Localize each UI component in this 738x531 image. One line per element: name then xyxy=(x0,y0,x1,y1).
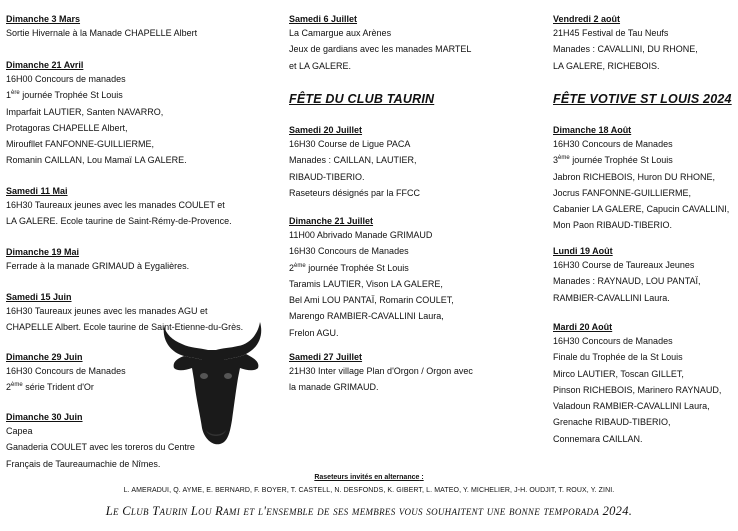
event-line: Bel Ami LOU PANTAÏ, Romarin COULET, xyxy=(289,295,454,306)
event-line: Jocrus FANFONNE-GUILLIERME, xyxy=(553,187,692,198)
event-date: Dimanche 21 Avril xyxy=(6,60,84,70)
footer-names: L. AMERADUI, Q. AYME, E. BERNARD, F. BOYER, T. CASTELL, N. DESFONDS, K. GIBERT, L. MATEO, Y. MICHELIER, J-H. OUDJIT, T. ROUX, Y. ZINI. xyxy=(123,487,615,494)
event-line: Valadoun RAMBIER-CAVALLINI Laura, xyxy=(553,401,710,412)
event-date: Dimanche 21 Juillet xyxy=(289,216,374,226)
event-line: RAMBIER-CAVALLINI Laura. xyxy=(553,292,670,303)
event-line: Cabanier LA GALERE, Capucin CAVALLINI, xyxy=(553,204,730,215)
event-line: Connemara CAILLAN. xyxy=(553,433,643,444)
event-date: Mardi 20 Août xyxy=(553,322,613,332)
event-block xyxy=(6,185,274,230)
event-line: Ganaderia COULET avec les toreros du Centre xyxy=(6,442,195,453)
event-line: Frelon AGU. xyxy=(289,327,339,338)
event-line: Raseteurs désignés par la FFCC xyxy=(289,187,421,198)
event-line: Ferrade à la manade GRIMAUD à Eygalières. xyxy=(6,261,190,271)
event-line: Mirco LAUTIER, Toscan GILLET, xyxy=(553,368,684,379)
event-line: Sortie Hivernale à la Manade CHAPELLE Albert xyxy=(6,28,198,38)
event-date: Dimanche 19 Mai xyxy=(6,247,80,257)
event-date: Samedi 20 Juillet xyxy=(289,125,363,135)
event-line: 3ème journée Trophée St Louis xyxy=(553,155,673,166)
event-block xyxy=(553,124,735,234)
event-line: Protagoras CHAPELLE Albert, xyxy=(6,122,128,133)
event-block xyxy=(289,13,519,74)
event-line: Pinson RICHEBOIS, Marinero RAYNAUD, xyxy=(553,384,722,395)
section-title-fete-votive: FÊTE VOTIVE ST LOUIS 2024 xyxy=(553,92,732,106)
event-line: Romanin CAILLAN, Lou Mamaï LA GALERE. xyxy=(6,155,187,166)
event-line: la manade GRIMAUD. xyxy=(289,382,379,393)
event-block xyxy=(289,351,519,396)
event-block xyxy=(6,59,274,169)
event-line: Jabron RICHEBOIS, Huron DU RHONE, xyxy=(553,171,716,182)
event-date: Dimanche 30 Juin xyxy=(6,412,83,422)
event-date: Lundi 19 Août xyxy=(553,246,613,256)
event-date: Samedi 11 Mai xyxy=(6,186,68,196)
event-line: Mon Paon RIBAUD-TIBERIO. xyxy=(553,220,673,231)
event-line: 16H30 Concours de Manades xyxy=(289,246,409,257)
event-line: Finale du Trophée de la St Louis xyxy=(553,352,683,363)
event-block xyxy=(553,321,735,447)
footer-message: Le Club Taurin Lou Rami et l'ensemble de ses membres vous souhaitent une bonne temporada 2024. xyxy=(105,504,633,518)
event-block xyxy=(289,124,519,201)
event-line: 2ème journée Trophée St Louis xyxy=(289,262,409,273)
event-line: Capea xyxy=(6,426,33,436)
event-block xyxy=(553,245,735,306)
event-line: 1ère journée Trophée St Louis xyxy=(6,90,123,101)
footer-title: Raseteurs invités en alternance : xyxy=(314,474,424,481)
event-line: Jeux de gardians avec les manades MARTEL xyxy=(289,44,472,55)
event-date: Samedi 27 Juillet xyxy=(289,352,363,362)
event-line: Grenache RIBAUD-TIBERIO, xyxy=(553,417,671,428)
event-line: 16H30 Concours de Manades xyxy=(553,336,673,346)
event-date: Dimanche 29 Juin xyxy=(6,352,83,362)
event-line: Taramis LAUTIER, Vison LA GALERE, xyxy=(289,278,443,289)
event-line: 21H30 Inter village Plan d'Orgon / Orgon avec xyxy=(289,366,473,376)
event-line: RIBAUD-TIBERIO. xyxy=(289,171,365,182)
event-date: Samedi 15 Juin xyxy=(6,292,72,302)
event-line: 21H45 Festival de Tau Neufs xyxy=(553,28,669,38)
event-line: Français de Taureaumachie de Nîmes. xyxy=(6,458,161,469)
bull-head-icon xyxy=(160,318,268,450)
event-line: 16H30 Course de Ligue PACA xyxy=(289,139,411,149)
event-line: Manades : CAILLAN, LAUTIER, xyxy=(289,155,417,166)
event-block xyxy=(6,13,274,41)
event-block xyxy=(289,215,519,341)
event-line: Manades : CAVALLINI, DU RHONE, xyxy=(553,44,698,55)
event-line: 16H30 Concours de Manades xyxy=(6,366,126,376)
event-line: Marengo RAMBIER-CAVALLINI Laura, xyxy=(289,311,444,322)
event-line: LA GALERE, RICHEBOIS. xyxy=(553,60,660,71)
event-line: LA GALERE. Ecole taurine de Saint-Rémy-de-Provence. xyxy=(6,216,232,227)
event-line: Miroufllet FANFONNE-GUILLIERME, xyxy=(6,139,155,150)
event-line: 11H00 Abrivado Manade GRIMAUD xyxy=(289,230,433,240)
event-block xyxy=(553,13,735,74)
section-title-fete-club: FÊTE DU CLUB TAURIN xyxy=(289,92,435,106)
event-block xyxy=(6,246,274,274)
event-date: Samedi 6 Juillet xyxy=(289,14,358,24)
event-line: Manades : RAYNAUD, LOU PANTAÏ, xyxy=(553,276,701,287)
event-date: Vendredi 2 août xyxy=(553,14,621,24)
event-line: Imparfait LAUTIER, Santen NAVARRO, xyxy=(6,106,164,117)
event-date: Dimanche 3 Mars xyxy=(6,14,81,24)
event-line: 16H30 Taureaux jeunes avec les manades AGU et xyxy=(6,306,208,316)
event-line: et LA GALERE. xyxy=(289,60,352,71)
event-line: CHAPELLE Albert. Ecole taurine de Saint-Etienne-du-Grès. xyxy=(6,322,244,333)
event-line: 16H30 Course de Taureaux Jeunes xyxy=(553,260,695,270)
event-line: 2ème série Trident d'Or xyxy=(6,382,94,393)
event-date: Dimanche 18 Août xyxy=(553,125,632,135)
event-line: 16H30 Concours de Manades xyxy=(553,139,673,149)
event-line: 16H30 Taureaux jeunes avec les manades COULET et xyxy=(6,200,225,210)
event-line: 16H00 Concours de manades xyxy=(6,74,126,84)
event-line: La Camargue aux Arènes xyxy=(289,28,392,38)
